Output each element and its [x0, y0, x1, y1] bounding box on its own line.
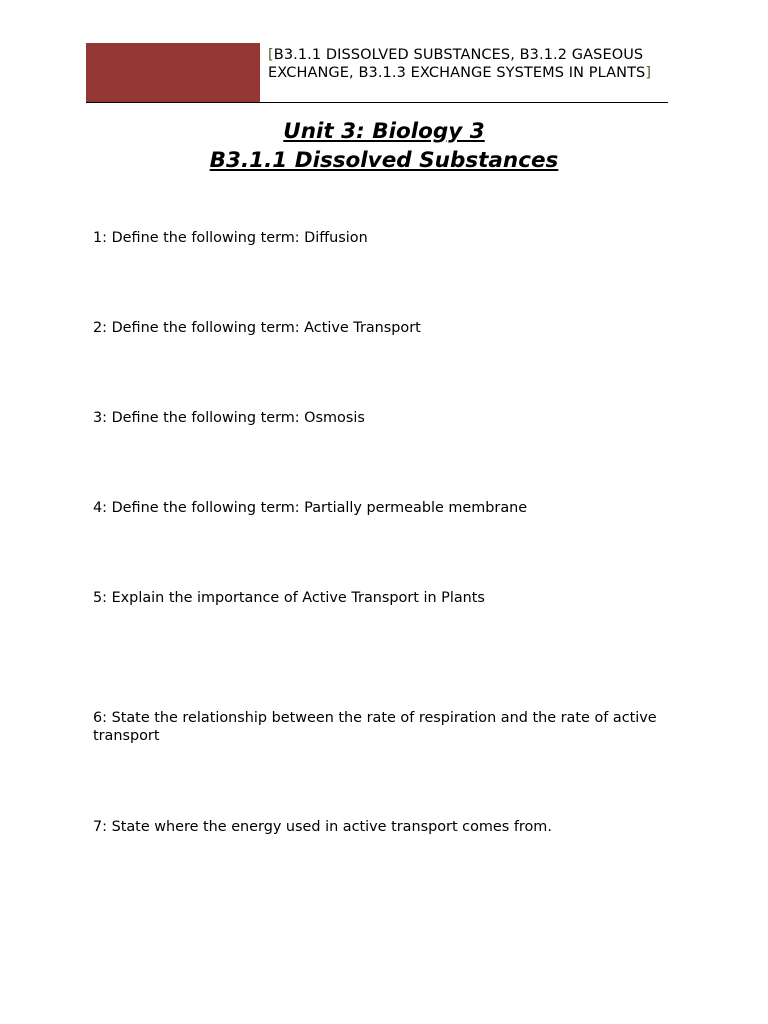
question-7: 7: State where the energy used in active transport comes from. — [93, 819, 552, 835]
header-color-block — [86, 43, 260, 103]
header-bracket-close: ] — [645, 65, 652, 81]
section-title: B3.1.1 Dissolved Substances — [209, 148, 559, 173]
question-4: 4: Define the following term: Partially permeable membrane — [93, 500, 528, 516]
question-6: 6: State the relationship between the rate of respiration and the rate of active transport — [93, 710, 657, 744]
question-5: 5: Explain the importance of Active Transport in Plants — [93, 590, 485, 606]
question-1: 1: Define the following term: Diffusion — [93, 230, 368, 246]
header-divider — [86, 102, 668, 103]
unit-title: Unit 3: Biology 3 — [283, 119, 485, 144]
question-3: 3: Define the following term: Osmosis — [93, 410, 365, 426]
header-topics — [268, 46, 668, 82]
header-topics-text: B3.1.1 DISSOLVED SUBSTANCES, B3.1.2 GASEOUS EXCHANGE, B3.1.3 EXCHANGE SYSTEMS IN PLANTS — [268, 47, 646, 81]
header-bracket-open: [ — [268, 47, 274, 63]
question-2: 2: Define the following term: Active Transport — [93, 320, 421, 336]
